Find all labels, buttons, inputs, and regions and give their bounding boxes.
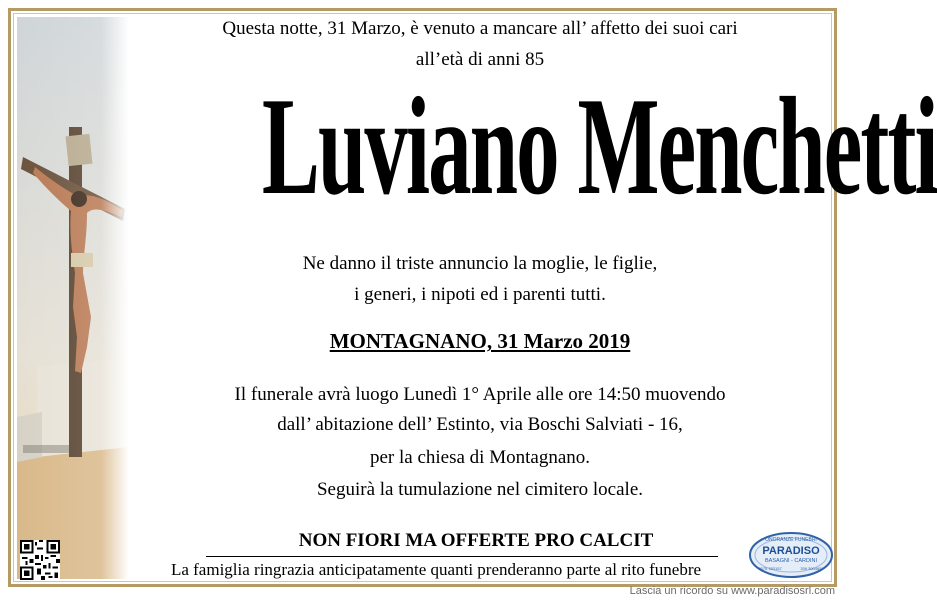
place-date <box>130 329 830 354</box>
funeral-line-3: per la chiesa di Montagnano. <box>369 447 590 468</box>
intro-line-2: all’età di anni 85 <box>415 49 545 70</box>
divider <box>206 556 718 557</box>
funeral-line-1: Il funerale avrà luogo Lunedì 1° Aprile alle ore 14:50 muovendo <box>234 384 726 405</box>
logo-brand: PARADISO <box>762 545 820 557</box>
qr-code-icon[interactable] <box>20 540 60 580</box>
announcement-line-1: Ne danno il triste annuncio la moglie, le figlie, <box>302 253 658 274</box>
thanks-line: La famiglia ringrazia anticipatamente quanti prenderanno parte al rito funebre <box>170 560 702 579</box>
announcement-line-2: i generi, i nipoti ed i parenti tutti. <box>354 284 606 305</box>
place-date-text: MONTAGNANO, 31 Marzo 2019 <box>329 329 631 353</box>
paradiso-logo[interactable] <box>748 530 834 580</box>
funeral-line-2: dall’ abitazione dell’ Estinto, via Boschi Salviati - 16, <box>277 414 683 435</box>
logo-bottom-text: BASAGNI - CARDINI <box>765 558 817 564</box>
logo-phone-right: 339 3004657 <box>800 566 824 571</box>
no-flowers-notice: NON FIORI MA OFFERTE PRO CALCIT <box>298 530 654 551</box>
deceased-name: Luviano Menchetti <box>261 69 937 224</box>
logo-phone-left: 0575 783157 <box>758 566 782 571</box>
crucifix-image <box>17 17 129 579</box>
intro-line-1: Questa notte, 31 Marzo, è venuto a mancare all’ affetto dei suoi cari <box>222 18 738 39</box>
footer-link[interactable]: Lascia un ricordo su www.paradisosrl.com <box>629 585 835 597</box>
funeral-line-4: Seguirà la tumulazione nel cimitero locale. <box>316 479 644 500</box>
logo-top-text: ONORANZE FUNEBRI <box>765 537 817 543</box>
